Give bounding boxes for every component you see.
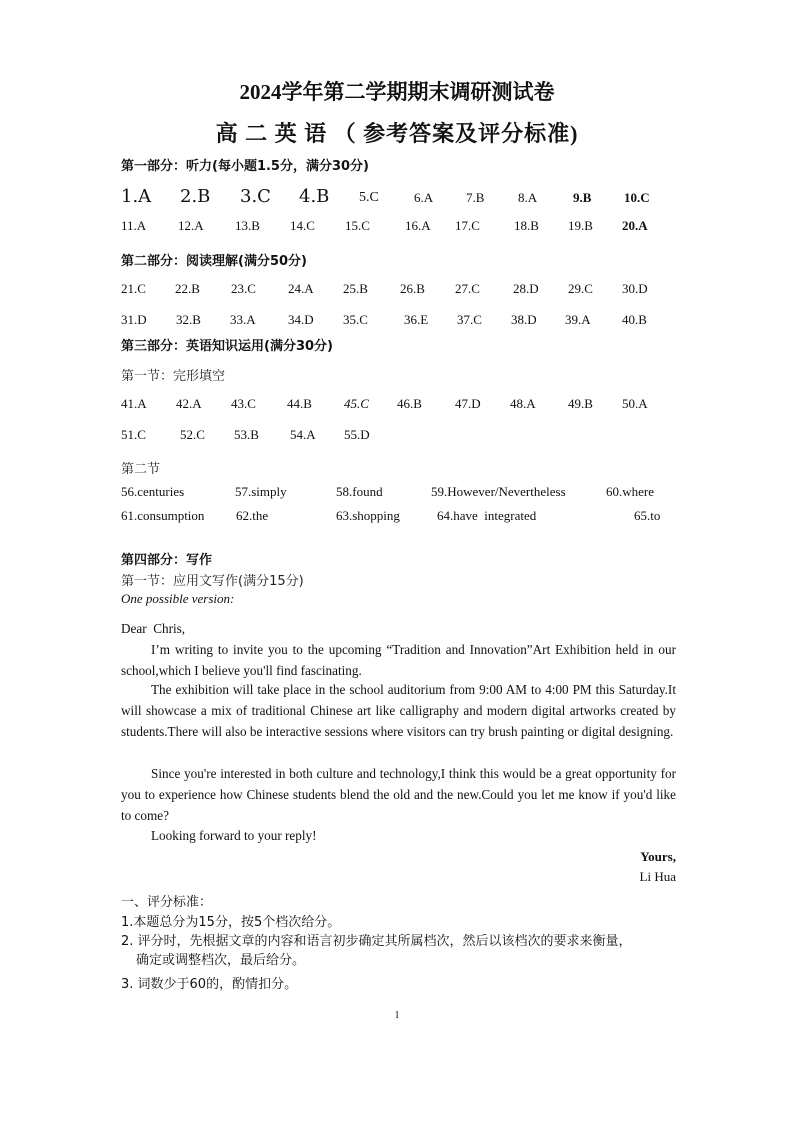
answer-item: 52.C (180, 427, 205, 442)
answer-item: 47.D (455, 396, 481, 411)
answer-item: 18.B (514, 218, 539, 233)
part1-heading: 第一部分：听力(每小题1.5分，满分30分) (121, 159, 370, 174)
answer-item: 27.C (455, 281, 480, 296)
answer-item: 17.C (455, 218, 480, 233)
part2-answers-row2 (0, 312, 794, 332)
answer-item: 6.A (414, 190, 434, 205)
answer-item: 21.C (121, 281, 146, 296)
answer-item: 30.D (622, 281, 648, 296)
criteria-item-1: 1.本题总分为15分，按5个档次给分。 (121, 915, 341, 930)
exam-subtitle: 高 二 英 语 （ 参考答案及评分标准) (215, 121, 579, 146)
part3-answers-row3 (0, 484, 794, 504)
answer-item: 34.D (288, 312, 314, 327)
answer-item: 15.C (345, 218, 370, 233)
answer-item: 43.C (231, 396, 256, 411)
answer-item: 20.A (622, 218, 648, 233)
part4-heading: 第四部分：写作 (121, 553, 213, 568)
answer-item: 10.C (624, 190, 650, 205)
answer-item: 2.B (180, 186, 211, 207)
letter-paragraph-3: Since you're interested in both culture and technology,I think this would be a great opportunity for you to experience how Chinese students blend the old and the new.Could you let me know if you'd like to come? (121, 766, 676, 823)
answer-item: 57.simply (235, 484, 287, 499)
answer-item: 41.A (121, 396, 147, 411)
answer-item: 59.However/Nevertheless (431, 484, 566, 499)
part2-heading: 第二部分：阅读理解(满分50分) (121, 254, 307, 269)
answer-item: 42.A (176, 396, 202, 411)
part3-answers-row1 (0, 396, 794, 416)
answer-item: 63.shopping (336, 508, 400, 523)
answer-item: 5.C (359, 190, 379, 205)
answer-item: 38.D (511, 312, 537, 327)
letter-closing: Yours, (640, 849, 676, 864)
criteria-item-2-cont: 确定或调整档次，最后给分。 (136, 953, 306, 968)
criteria-heading: 一、评分标准： (121, 895, 213, 910)
answer-item: 13.B (235, 218, 260, 233)
answer-item: 9.B (573, 190, 592, 205)
answer-item: 58.found (336, 484, 383, 499)
answer-item: 64.have integrated (437, 508, 537, 523)
answer-item: 14.C (290, 218, 315, 233)
answer-item: 51.C (121, 427, 146, 442)
answer-item: 40.B (622, 312, 647, 327)
part4-section1-label: 第一节：应用文写作(满分15分) (121, 574, 304, 589)
letter-paragraph-2: The exhibition will take place in the school auditorium from 9:00 AM to 4:00 PM this Saturday.It will showcase a mix of traditional Chinese art like calligraphy and modern digital artworks created by students.There will also be interactive sessions where visitors can try brush painting or digital designing. (121, 682, 676, 739)
answer-item: 46.B (397, 396, 422, 411)
part3-answers-row4 (0, 508, 794, 528)
answer-item: 49.B (568, 396, 593, 411)
part2-answers-row1 (0, 281, 794, 301)
criteria-item-2: 2. 评分时，先根据文章的内容和语言初步确定其所属档次，然后以该档次的要求来衡量， (121, 934, 632, 949)
answer-item: 11.A (121, 218, 147, 233)
part3-section2-label: 第二节 (121, 462, 161, 477)
answer-item: 1.A (121, 186, 152, 207)
answer-item: 25.B (343, 281, 368, 296)
answer-item: 33.A (230, 312, 256, 327)
answer-item: 35.C (343, 312, 368, 327)
answer-item: 44.B (287, 396, 312, 411)
answer-item: 12.A (178, 218, 204, 233)
answer-item: 7.B (466, 190, 485, 205)
part3-heading: 第三部分：英语知识运用(满分30分) (121, 339, 333, 354)
page-number: 1 (394, 1010, 400, 1021)
answer-item: 26.B (400, 281, 425, 296)
answer-item: 50.A (622, 396, 648, 411)
answer-item: 48.A (510, 396, 536, 411)
answer-item: 31.D (121, 312, 147, 327)
part3-section1-label: 第一节：完形填空 (121, 369, 226, 384)
answer-item: 8.A (518, 190, 538, 205)
answer-item: 23.C (231, 281, 256, 296)
answer-item: 62.the (236, 508, 269, 523)
answer-item: 54.A (290, 427, 316, 442)
answer-item: 28.D (513, 281, 539, 296)
answer-item: 56.centuries (121, 484, 185, 499)
answer-item: 36.E (404, 312, 429, 327)
answer-item: 60.where (606, 484, 655, 499)
letter-signature: Li Hua (639, 869, 676, 884)
exam-title: 2024学年第二学期期末调研测试卷 (239, 80, 555, 104)
answer-item: 65.to (634, 508, 661, 523)
answer-item: 55.D (344, 427, 370, 442)
answer-item: 3.C (240, 186, 271, 207)
part3-answers-row2 (0, 427, 794, 447)
answer-item: 16.A (405, 218, 431, 233)
version-label: One possible version: (121, 591, 235, 606)
part1-answers-row1 (0, 186, 794, 206)
letter-paragraph-1: I’m writing to invite you to the upcoming “Tradition and Innovation”Art Exhibition held in our school,which I believe you'll find fascinating. (121, 642, 676, 678)
answer-item: 61.consumption (121, 508, 205, 523)
letter-paragraph-4: Looking forward to your reply! (151, 828, 317, 843)
letter-greeting: Dear Chris, (121, 621, 186, 636)
answer-item: 24.A (288, 281, 314, 296)
answer-item: 4.B (299, 186, 330, 207)
criteria-item-3: 3. 词数少于60的，酌情扣分。 (121, 977, 298, 992)
answer-item: 37.C (457, 312, 482, 327)
part1-answers-row2 (0, 218, 794, 238)
answer-item: 29.C (568, 281, 593, 296)
answer-item: 32.B (176, 312, 201, 327)
answer-item: 53.B (234, 427, 259, 442)
answer-item: 19.B (568, 218, 593, 233)
answer-item: 39.A (565, 312, 591, 327)
answer-item: 45.C (344, 396, 369, 411)
answer-item: 22.B (175, 281, 200, 296)
